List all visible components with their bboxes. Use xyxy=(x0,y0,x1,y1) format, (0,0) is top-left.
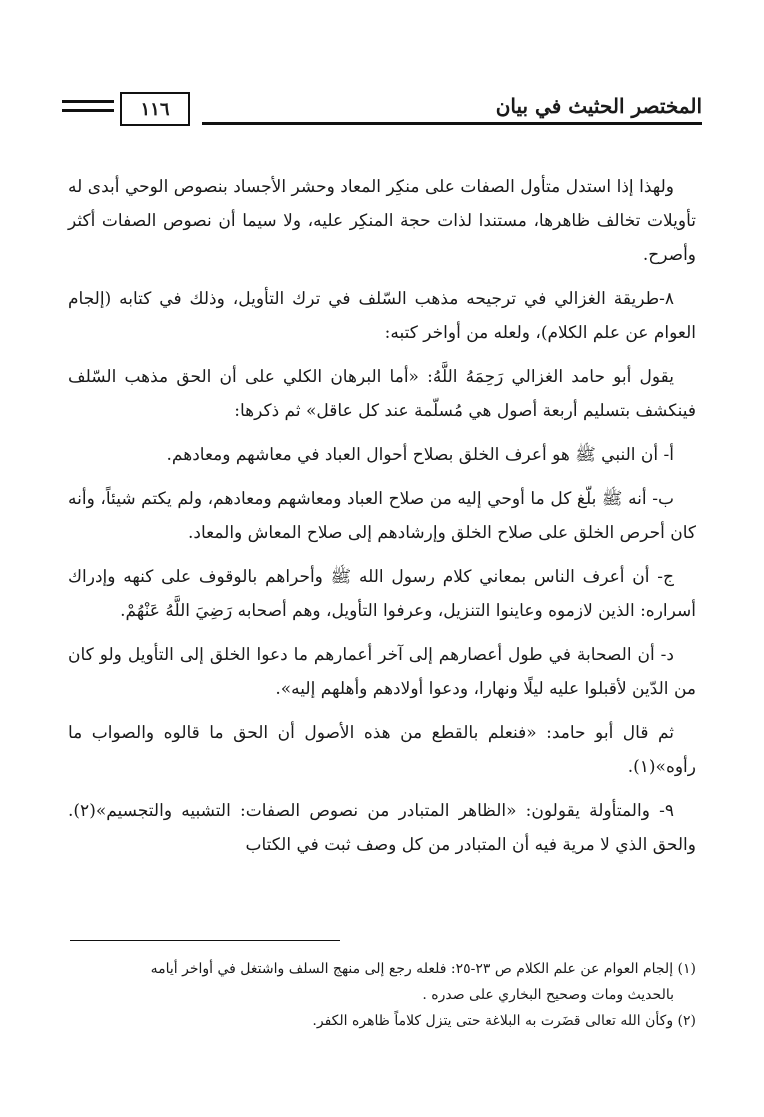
footnote-separator xyxy=(70,940,340,941)
paragraph: أ- أن النبي ﷺ هو أعرف الخلق بصلاح أحوال العباد في معاشهم ومعادهم. xyxy=(166,445,674,465)
main-text xyxy=(68,170,696,872)
footnote-2: (٢) وكأن الله تعالى قضَرت به البلاغة حتى يتزل كلاماً ظاهره الكفر. xyxy=(312,1013,696,1029)
paragraph: ج- أن أعرف الناس بمعاني كلام رسول الله ﷺ وأحراهم بالوقوف على كنهه وإدراك أسراره: الذين لازموه وعاينوا التنزيل، وعرفوا التأويل، وهم أصحابه رَضِيَ اللَّهُ عَنْهُمْ. xyxy=(68,567,696,621)
paragraph: يقول أبو حامد الغزالي رَحِمَهُ اللَّهُ: «أما البرهان الكلي على أن الحق مذهب السّلف فينكشف بتسليم أربعة أصول هي مُسلّمة عند كل عاقل» ثم ذكرها: xyxy=(68,367,696,421)
paragraph: ٨-طريقة الغزالي في ترجيحه مذهب السّلف في ترك التأويل، وذلك في كتابه (إلجام العوام عن علم الكلام)، ولعله من أواخر كتبه: xyxy=(68,289,696,343)
page-header xyxy=(62,88,702,134)
header-rule xyxy=(202,122,702,125)
paragraph: ولهذا إذا استدل متأول الصفات على منكِر المعاد وحشر الأجساد بنصوص الوحي أبدى له تأويلات تخالف ظاهرها، مستندا لذات حجة المنكِر عليه، ولا سيما أن نصوص الصفات أكثر وأصرح. xyxy=(68,177,696,265)
page-number: ١١٦ xyxy=(120,92,190,126)
paragraph: د- أن الصحابة في طول أعصارهم إلى آخر أعمارهم ما دعوا الخلق إلى التأويل ولو كان من الدّين لأقبلوا عليه ليلًا ونهارا، ودعوا أولادهم وأهلهم إليه». xyxy=(68,645,696,699)
paragraph: ثم قال أبو حامد: «فنعلم بالقطع من هذه الأصول أن الحق ما قالوه والصواب ما رأوه»(١). xyxy=(68,723,696,777)
ornament-line xyxy=(62,100,114,103)
running-title: المختصر الحثيث في بيان xyxy=(495,94,702,118)
footnote-1: (١) إلجام العوام عن علم الكلام ص ٢٣-٢٥: فلعله رجع إلى منهج السلف واشتغل في أواخر أيامه xyxy=(150,961,696,977)
header-ornament-lines xyxy=(62,100,114,118)
footnotes xyxy=(70,956,696,1034)
paragraph: ب- أنه ﷺ بلّغ كل ما أوحي إليه من صلاح العباد ومعاشهم ومعادهم، ولم يكتم شيئاً، وأنه كان أحرص الخلق على صلاح الخلق وإرشادهم إلى صلاح المعاش والمعاد. xyxy=(68,489,696,543)
footnote-1-continuation: بالحديث ومات وصحيح البخاري على صدره . xyxy=(422,987,674,1003)
ornament-line xyxy=(62,109,114,112)
paragraph: ٩- والمتأولة يقولون: «الظاهر المتبادر من نصوص الصفات: التشبيه والتجسيم»(٢). والحق الذي لا مرية فيه أن المتبادر من كل وصف ثبت في الكتاب xyxy=(68,801,696,855)
